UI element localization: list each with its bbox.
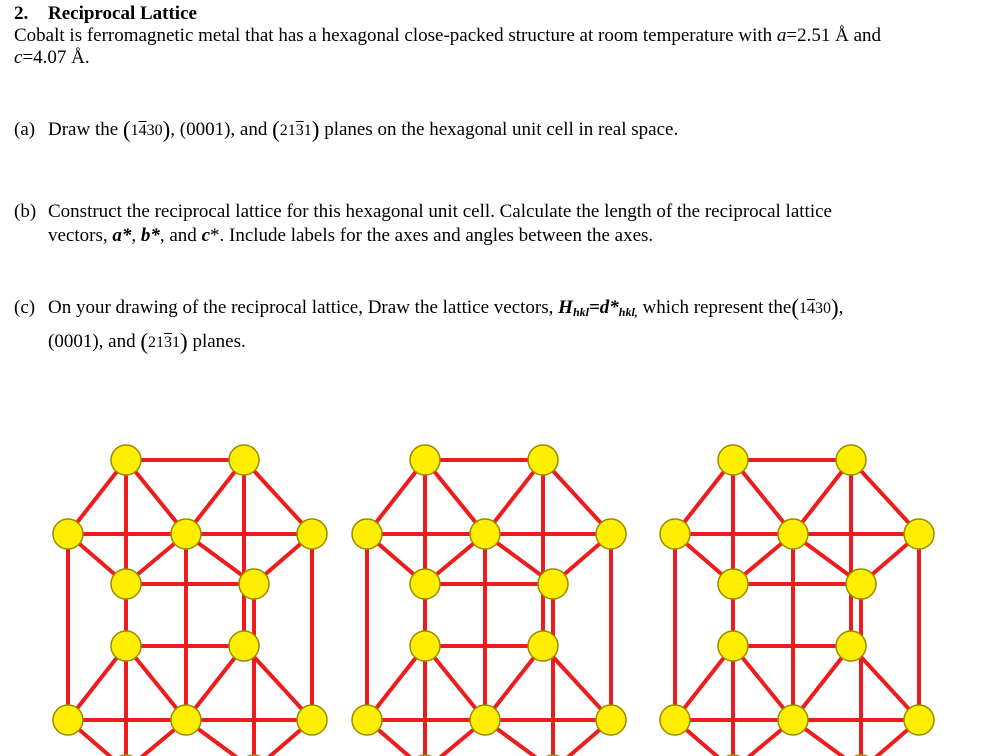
atom	[904, 519, 934, 549]
part-c-label: (c)	[14, 297, 36, 318]
hkl-subscript: hkl	[572, 305, 589, 319]
part-b-text: Construct the reciprocal lattice for this hexagonal unit cell. Calculate the length of the reciprocal lattice	[48, 201, 832, 222]
index-digit: 1	[172, 334, 181, 351]
atom	[352, 519, 382, 549]
part-b-text-2: vectors,	[48, 225, 113, 246]
problem-number: 2.	[14, 3, 29, 24]
star-symbol: *	[150, 225, 160, 246]
atom	[596, 705, 626, 735]
index-digit: 1	[130, 122, 139, 139]
atom	[836, 631, 866, 661]
part-c-text-4: planes.	[187, 331, 246, 352]
atom	[410, 569, 440, 599]
atom	[171, 705, 201, 735]
intro-line-1	[14, 24, 881, 48]
atom	[538, 569, 568, 599]
h-vector-symbol: H	[558, 297, 573, 318]
atom	[718, 569, 748, 599]
index-digit-bar: 3	[295, 122, 304, 139]
part-a-sep: , (0001), and	[170, 119, 273, 140]
atom	[53, 519, 83, 549]
lattice-c-value: =4.07 Å.	[22, 47, 90, 68]
star-symbol: *	[121, 225, 132, 246]
part-c-text-3: (0001), and	[48, 331, 141, 352]
atom	[297, 519, 327, 549]
miller-index-2131	[280, 119, 312, 143]
miller-index-2131	[148, 331, 180, 355]
index-digit: 21	[148, 334, 165, 351]
index-digit: 21	[279, 122, 296, 139]
b-star-symbol: b	[140, 225, 151, 246]
index-digit: 30	[146, 122, 163, 139]
part-c-text: On your drawing of the reciprocal lattice, Draw the lattice vectors,	[48, 297, 559, 318]
part-c-text-2: which represent the	[637, 297, 792, 318]
lattice-c-symbol: c	[14, 47, 23, 68]
equals-sign: =	[588, 297, 600, 318]
atom	[111, 569, 141, 599]
part-c-line-2: (0001), and (2131) planes.	[48, 329, 246, 354]
atom	[904, 705, 934, 735]
index-digit-bar: 4	[138, 122, 147, 139]
atom	[778, 519, 808, 549]
atom	[229, 445, 259, 475]
part-a-label: (a)	[14, 119, 36, 140]
sep: , and	[159, 225, 202, 246]
atom	[171, 519, 201, 549]
a-star-symbol: a	[112, 225, 122, 246]
atom	[660, 705, 690, 735]
atom	[718, 445, 748, 475]
atom	[111, 445, 141, 475]
atom	[596, 519, 626, 549]
part-b-line-2	[48, 224, 653, 248]
sep: ,	[838, 297, 844, 318]
intro-text: Cobalt is ferromagnetic metal that has a hexagonal close-packed structure at room temperature with	[14, 25, 777, 46]
atom	[229, 631, 259, 661]
lattice-a-symbol: a	[776, 25, 787, 46]
sep: ,	[131, 225, 141, 246]
atom	[410, 631, 440, 661]
index-digit: 1	[303, 122, 312, 139]
atom	[528, 631, 558, 661]
atom	[470, 519, 500, 549]
atom	[836, 445, 866, 475]
atom	[352, 705, 382, 735]
miller-index-1430	[131, 119, 163, 143]
atom	[297, 705, 327, 735]
index-digit-bar: 3	[164, 334, 173, 351]
atom	[410, 445, 440, 475]
atom	[239, 569, 269, 599]
part-b-line-1	[14, 200, 832, 224]
atom	[528, 445, 558, 475]
part-a-text: Draw the	[48, 119, 123, 140]
part-c-line-1: (c) On your drawing of the reciprocal lattice, Draw the lattice vectors, $H_{hkl}=d*_{hkl,}$ which represent the(1430),	[14, 295, 844, 320]
atom	[778, 705, 808, 735]
part-a: (a) Draw the (1430), (0001), and (2131) planes on the hexagonal unit cell in real space.	[14, 117, 679, 142]
lattice-a-value: =2.51 Å and	[786, 25, 882, 46]
index-digit: 1	[799, 300, 807, 317]
star-symbol: *	[609, 297, 619, 318]
index-digit: 30	[815, 300, 831, 317]
atom	[660, 519, 690, 549]
miller-index-1430	[799, 297, 831, 321]
hcp-cell-1	[53, 445, 327, 756]
atom	[846, 569, 876, 599]
hkl-subscript: hkl,	[618, 305, 638, 319]
intro-line-2	[14, 46, 90, 70]
part-b-text-3: *. Include labels for the axes and angles between the axes.	[210, 225, 654, 246]
hcp-cell-3	[660, 445, 934, 756]
d-symbol: d	[599, 297, 610, 318]
atom	[470, 705, 500, 735]
hcp-cell-2	[352, 445, 626, 756]
part-a-text-end: planes on the hexagonal unit cell in real space.	[319, 119, 679, 140]
atom	[718, 631, 748, 661]
problem-heading	[14, 2, 197, 26]
c-star-symbol: c	[201, 225, 210, 246]
atom	[53, 705, 83, 735]
part-b-label: (b)	[14, 201, 37, 222]
hcp-unit-cell-figures	[0, 420, 989, 756]
atom	[111, 631, 141, 661]
problem-title: Reciprocal Lattice	[48, 3, 197, 24]
index-digit-bar: 4	[807, 300, 815, 317]
